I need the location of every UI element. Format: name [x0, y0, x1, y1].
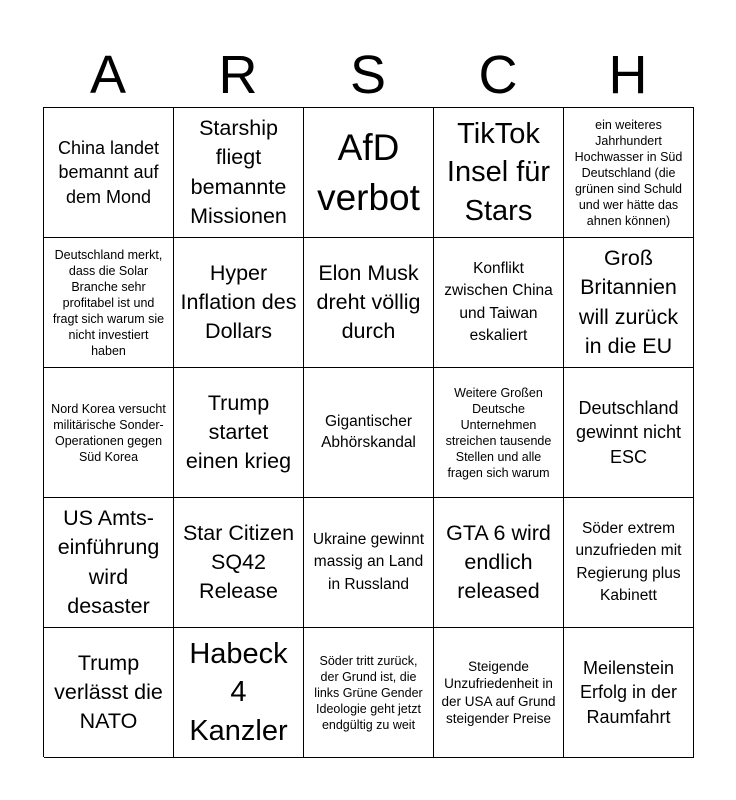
cell-text: Ukraine gewinnt massig an Land in Russland	[312, 530, 425, 593]
bingo-cell-r1-c3[interactable]	[304, 108, 434, 238]
cell-text: Nord Korea versucht militärische Sonder-Operationen gegen Süd Korea	[51, 401, 166, 464]
bingo-cell-r3-c1[interactable]	[44, 368, 174, 498]
bingo-cell-r2-c5[interactable]	[564, 238, 694, 368]
bingo-cell-r2-c2[interactable]	[174, 238, 304, 368]
cell-text: Trump startet einen krieg	[185, 390, 292, 473]
bingo-cell-r5-c1[interactable]	[44, 628, 174, 758]
bingo-cell-r1-c5[interactable]	[564, 108, 694, 238]
cell-text: Deutschland merkt, dass die Solar Branche sehr profitabel ist und fragt sich warum sie nicht investiert haben	[52, 247, 165, 358]
bingo-cell-r4-c3[interactable]	[304, 498, 434, 628]
bingo-cell-r4-c1[interactable]	[44, 498, 174, 628]
cell-text: Habeck 4 Kanzler	[189, 637, 288, 747]
bingo-cell-r3-c4[interactable]	[434, 368, 564, 498]
cell-text: Deutschland gewinnt nicht ESC	[575, 398, 682, 467]
cell-text: Söder extrem unzufrieden mit Regierung plus Kabinett	[575, 519, 682, 604]
bingo-header	[43, 44, 693, 106]
cell-text: TikTok Insel für Stars	[446, 117, 551, 227]
header-letter-c: C	[478, 45, 518, 105]
bingo-cell-r4-c2[interactable]	[174, 498, 304, 628]
bingo-cell-r1-c1[interactable]	[44, 108, 174, 238]
cell-text: Elon Musk dreht völlig durch	[316, 260, 421, 343]
cell-text: Söder tritt zurück, der Grund ist, die links Grüne Gender Ideologie geht jetzt endgültig zu weit	[314, 653, 423, 732]
cell-text: Gigantischer Abhörskandal	[321, 413, 416, 451]
cell-text: Meilenstein Erfolg in der Raumfahrt	[579, 658, 678, 727]
cell-text: Steigende Unzufriedenheit in der USA auf Grund steigender Preise	[441, 658, 556, 726]
bingo-cell-r3-c3[interactable]	[304, 368, 434, 498]
bingo-cell-r1-c4[interactable]	[434, 108, 564, 238]
cell-text: Groß Britannien will zurück in die EU	[578, 246, 679, 358]
cell-text: Trump verlässt die NATO	[54, 650, 163, 733]
bingo-cell-r4-c5[interactable]	[564, 498, 694, 628]
cell-text: Starship fliegt bemannte Missionen	[190, 116, 287, 228]
header-letter-h: H	[608, 45, 648, 105]
bingo-cell-r4-c4[interactable]	[434, 498, 564, 628]
header-letter-a: A	[89, 45, 127, 105]
header-letter-r: R	[218, 45, 258, 105]
header-letter-s: S	[349, 45, 387, 105]
bingo-cell-r2-c4[interactable]	[434, 238, 564, 368]
bingo-cell-r5-c3[interactable]	[304, 628, 434, 758]
bingo-cell-r2-c3[interactable]	[304, 238, 434, 368]
cell-text: Konflikt zwischen China und Taiwan eskaliert	[444, 259, 553, 344]
cell-text: Hyper Inflation des Dollars	[180, 260, 297, 343]
bingo-cell-r5-c4[interactable]	[434, 628, 564, 758]
cell-text: China landet bemannt auf dem Mond	[57, 138, 160, 207]
cell-text: ein weiteres Jahrhundert Hochwasser in Süd Deutschland (die grünen sind Schuld und wer hätte das ahnen können)	[574, 117, 683, 228]
cell-text: Weitere Großen Deutsche Unternehmen streichen tausende Stellen und alle fragen sich warum	[445, 385, 552, 480]
bingo-cell-r1-c2[interactable]	[174, 108, 304, 238]
bingo-cell-r5-c2[interactable]	[174, 628, 304, 758]
bingo-cell-r2-c1[interactable]	[44, 238, 174, 368]
cell-text: Star Citizen SQ42 Release	[182, 520, 295, 603]
bingo-cell-r3-c2[interactable]	[174, 368, 304, 498]
bingo-board	[43, 107, 694, 757]
bingo-cell-r3-c5[interactable]	[564, 368, 694, 498]
cell-text: AfD verbot	[317, 126, 420, 218]
cell-text: US Amts-einführung wird desaster	[57, 506, 160, 618]
bingo-cell-r5-c5[interactable]	[564, 628, 694, 758]
cell-text: GTA 6 wird endlich released	[446, 520, 551, 603]
